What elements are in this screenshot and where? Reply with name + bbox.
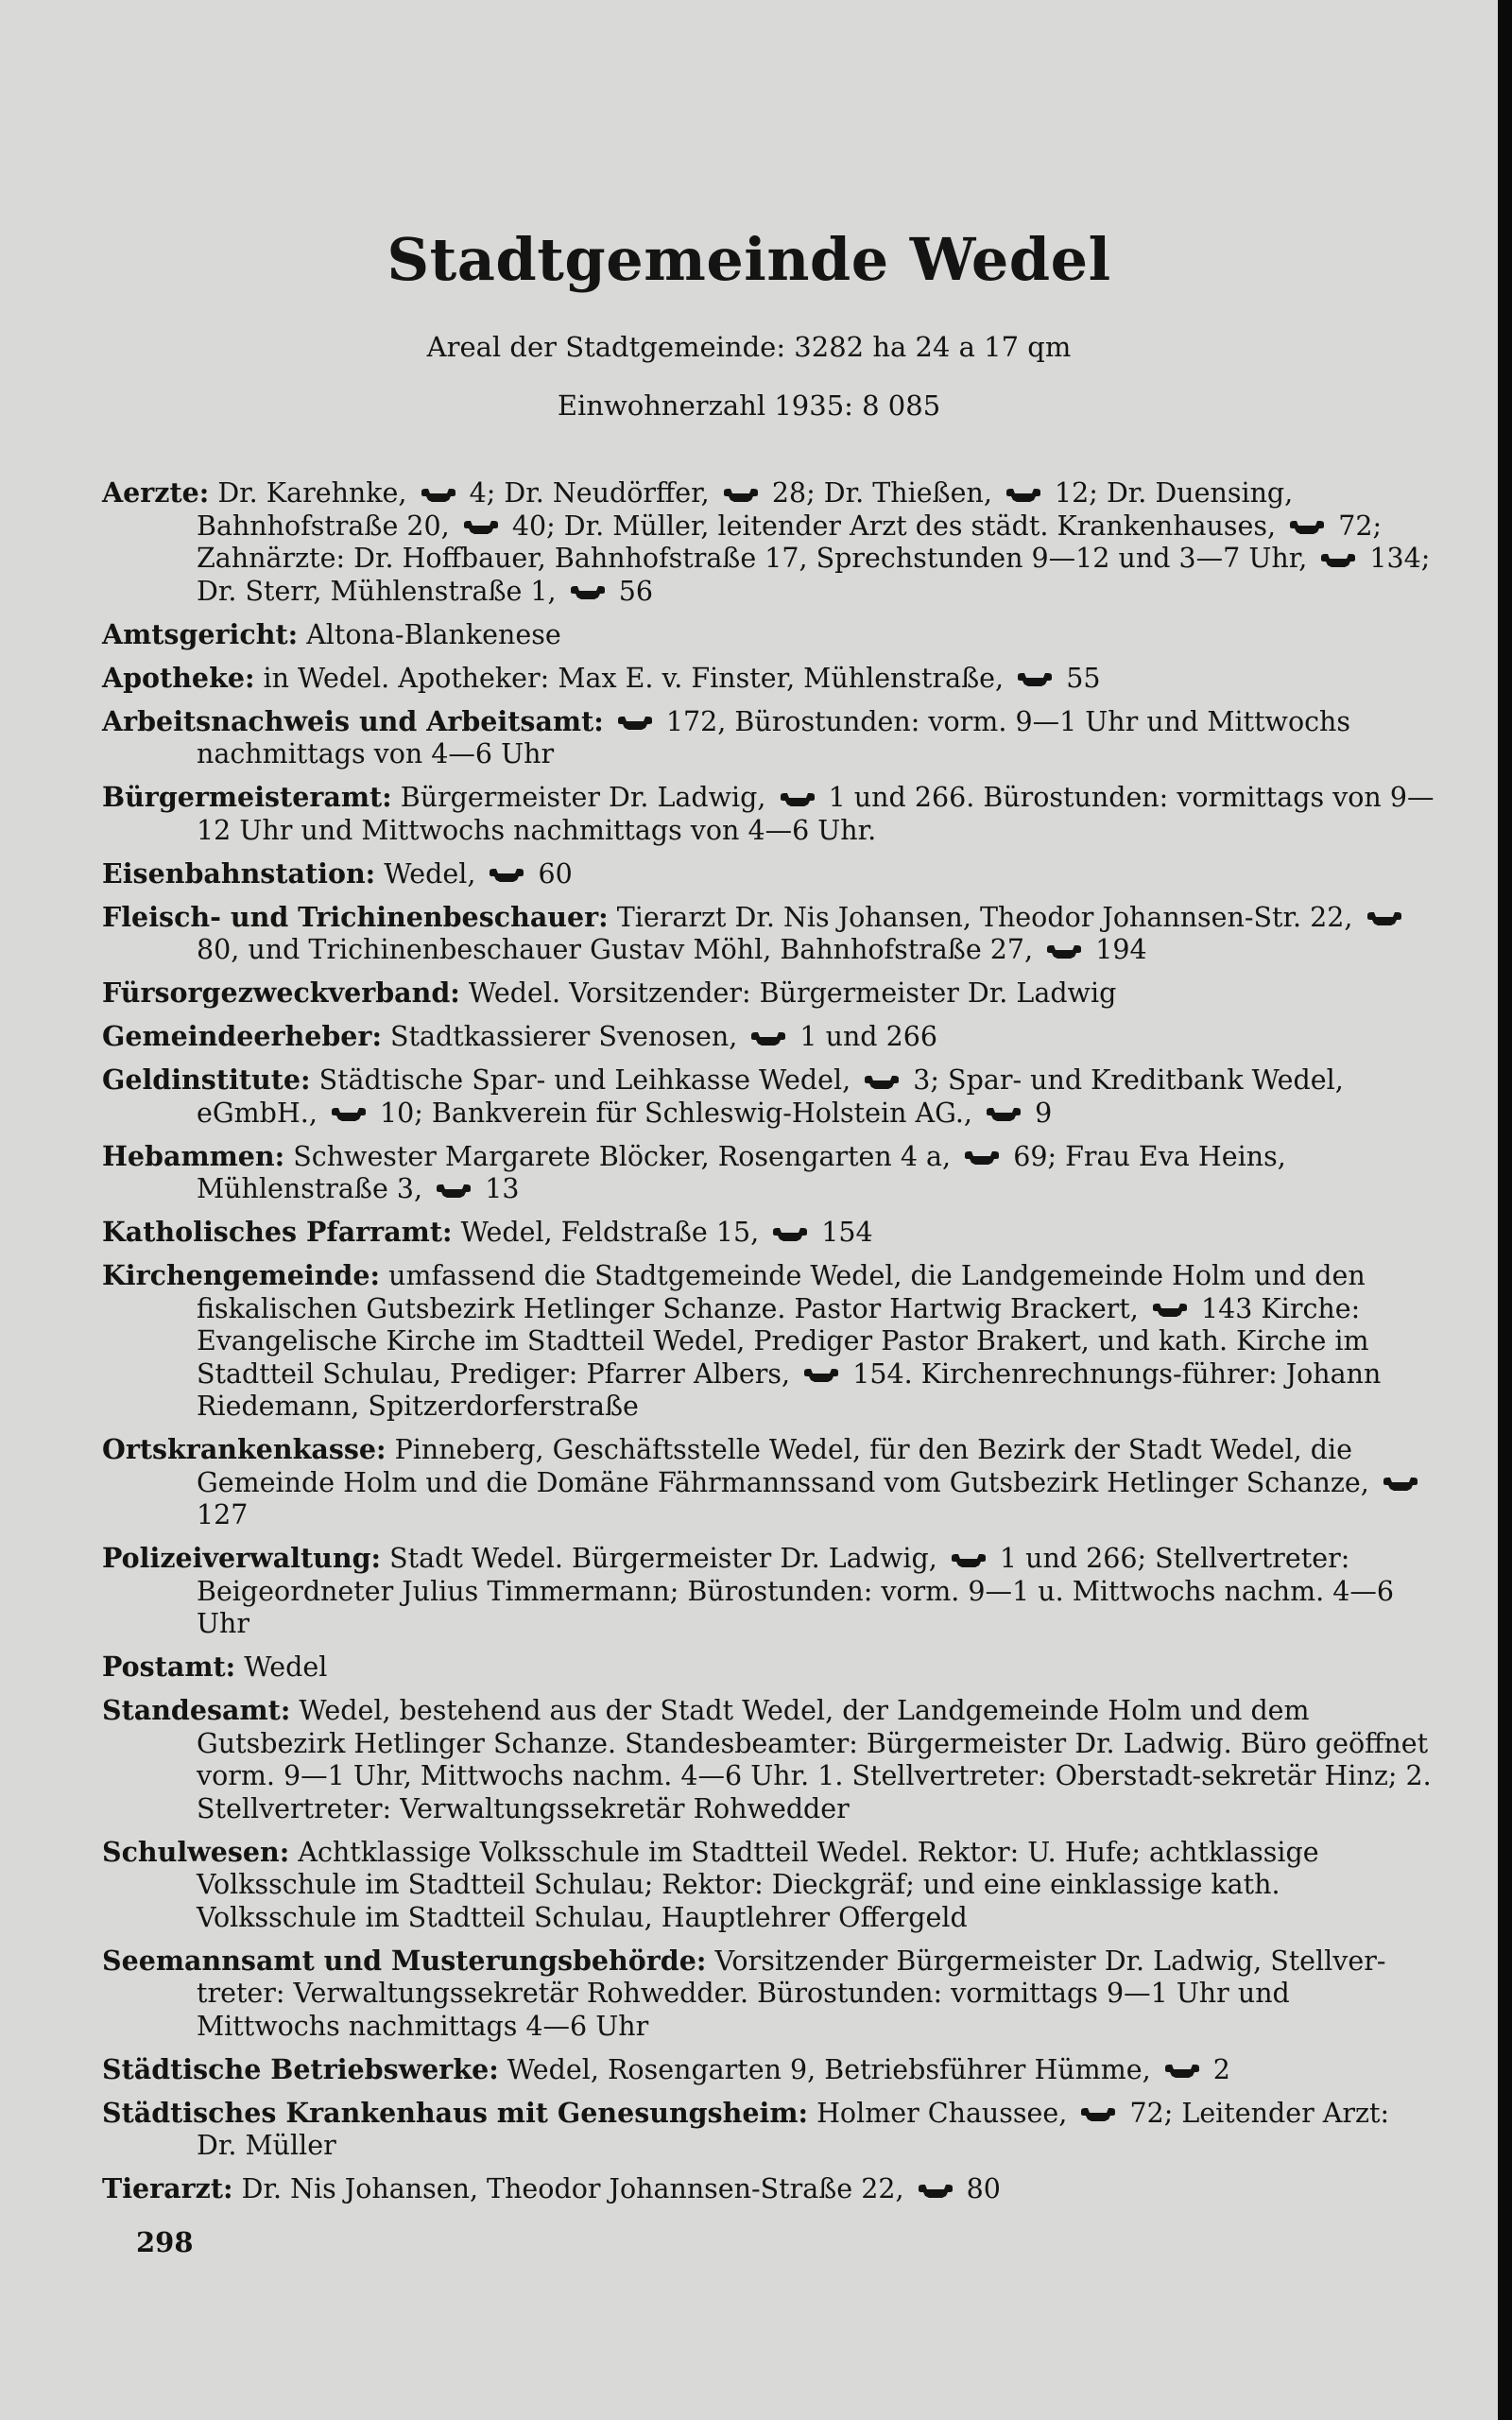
entry-text: Wedel. Vorsitzender: Bürgermeister Dr. Ladwig xyxy=(468,977,1117,1009)
directory-entry xyxy=(102,2097,1435,2163)
telephone-receiver-icon xyxy=(863,1075,901,1090)
directory-entry xyxy=(102,1020,1435,1054)
area-line: Areal der Stadtgemeinde: 3282 ha 24 a 17 qm xyxy=(426,331,1072,363)
entry-text: 143 Kirche: Evangelische Kirche im Stadtteil Wedel, Prediger Pastor Brakert, und kath. Kirche im Stadtteil Schulau, Prediger: Pfarrer Albers, xyxy=(197,1292,1369,1390)
entry-text: 127 xyxy=(197,1499,249,1530)
entry-text: 154 xyxy=(821,1217,873,1248)
entry-text: 172, Bürostunden: vorm. 9—1 Uhr und Mittwochs nachmittags von 4—6 Uhr xyxy=(197,705,1351,769)
entry-text: 4; Dr. Neudörffer, xyxy=(469,477,710,509)
entry-text: 69; Frau Eva Heins, Mühlenstraße 3, xyxy=(197,1140,1286,1204)
entry-text: 10; Bankverein für Schleswig-Holstein AG., xyxy=(380,1097,972,1129)
entry-label: Tierarzt: xyxy=(102,2172,233,2204)
entry-text: Wedel, bestehend aus der Stadt Wedel, der Landgemeinde Holm und dem Gutsbezirk Hetlinger Schanze. Standesbeamter: Bürgermeister Dr. Ladwig. Büro geöffnet vorm. 9—1 Uhr, Mittwochs nachm. 4—6 Uhr. 1. Stellvertreter: Oberstadt-sekretär Hinz; 2. Stellvertreter: Verwaltungssekretär Rohwedder xyxy=(197,1695,1432,1824)
entry-text: Holmer Chaussee, xyxy=(816,2097,1068,2129)
directory-entry xyxy=(102,618,1435,652)
entry-text: 9 xyxy=(1035,1097,1053,1129)
entry-text: 194 xyxy=(1095,934,1147,965)
telephone-receiver-icon xyxy=(950,1553,988,1568)
entry-label: Seemannsamt und Musterungsbehörde: xyxy=(102,1944,707,1977)
directory-entry xyxy=(102,857,1435,891)
entry-label: Schulwesen: xyxy=(102,1835,290,1868)
entry-label: Städtisches Krankenhaus mit Genesungsheim: xyxy=(102,2096,809,2129)
directory-entry xyxy=(102,705,1435,771)
directory-entry xyxy=(102,1259,1435,1424)
entry-label: Amtsgericht: xyxy=(102,617,299,650)
entry-label: Polizeiverwaltung: xyxy=(102,1542,382,1574)
entry-text: 1 und 266. Bürostunden: vormittags von 9—12 Uhr und Mittwochs nachmittags von 4—6 Uhr. xyxy=(197,782,1435,846)
page-number: 298 xyxy=(136,2226,194,2258)
entry-text: 72; Zahnärzte: Dr. Hoffbauer, Bahnhofstraße 17, Sprechstunden 9—12 und 3—7 Uhr, xyxy=(197,510,1383,574)
telephone-receiver-icon xyxy=(963,1150,1001,1166)
population-line: Einwohnerzahl 1935: 8 085 xyxy=(557,389,941,422)
telephone-receiver-icon xyxy=(330,1107,368,1122)
entry-label: Standesamt: xyxy=(102,1694,291,1726)
entry-label: Fleisch- und Trichinenbeschauer: xyxy=(102,900,609,933)
telephone-receiver-icon xyxy=(1151,1303,1189,1318)
entry-label: Kirchengemeinde: xyxy=(102,1259,381,1291)
telephone-receiver-icon xyxy=(569,585,607,600)
entry-label: Ortskrankenkasse: xyxy=(102,1433,387,1465)
entry-text: 56 xyxy=(618,575,654,607)
telephone-receiver-icon xyxy=(435,1184,472,1199)
directory-entry xyxy=(102,1433,1435,1532)
telephone-receiver-icon xyxy=(917,2184,954,2199)
entry-text: Tierarzt Dr. Nis Johansen, Theodor Johannsen-Str. 22, xyxy=(616,901,1353,933)
telephone-receiver-icon xyxy=(1288,520,1326,535)
entry-text: 40; Dr. Müller, leitender Arzt des städt. Krankenhauses, xyxy=(511,510,1277,542)
telephone-receiver-icon xyxy=(616,716,654,731)
directory-entry xyxy=(102,977,1435,1011)
telephone-receiver-icon xyxy=(1005,488,1042,503)
entry-text: Altona-Blankenese xyxy=(306,618,561,650)
entry-text: Dr. Karehnke, xyxy=(217,477,407,509)
entry-text: Wedel, xyxy=(384,857,476,890)
entry-text: Stadt Wedel. Bürgermeister Dr. Ladwig, xyxy=(389,1543,937,1574)
entry-text: Stadtkassierer Svenosen, xyxy=(390,1021,738,1052)
entry-text: 80, und Trichinenbeschauer Gustav Möhl, Bahnhofstraße 27, xyxy=(197,934,1034,965)
entry-text: 154. Kirchenrechnungs-führer: Johann Riedemann, Spitzerdorferstraße xyxy=(197,1357,1382,1422)
entry-text: 2 xyxy=(1212,2053,1230,2085)
directory-entry xyxy=(102,662,1435,696)
telephone-receiver-icon xyxy=(1079,2107,1117,2122)
entry-text: Dr. Nis Johansen, Theodor Johannsen-Straße 22, xyxy=(241,2173,904,2204)
telephone-receiver-icon xyxy=(462,520,500,535)
entry-label: Aerzte: xyxy=(102,476,210,509)
entry-text: umfassend die Stadtgemeinde Wedel, die Landgemeinde Holm und den fiskalischen Gutsbezirk Hetlinger Schanze. Pastor Hartwig Brackert, xyxy=(197,1260,1366,1324)
telephone-receiver-icon xyxy=(802,1368,840,1383)
entry-label: Geldinstitute: xyxy=(102,1063,311,1096)
entry-label: Katholisches Pfarramt: xyxy=(102,1216,453,1248)
telephone-receiver-icon xyxy=(1366,911,1403,926)
telephone-receiver-icon xyxy=(779,792,816,807)
entry-text: Achtklassige Volksschule im Stadtteil Wedel. Rektor: U. Hufe; achtklassige Volksschule im Stadtteil Schulau; Rektor: Dieckgräf; und eine einklassige kath. Volksschule im Stadtteil Schulau, Hauptlehrer Offergeld xyxy=(197,1836,1319,1933)
entry-label: Postamt: xyxy=(102,1651,236,1683)
directory-entry xyxy=(102,1063,1435,1130)
entry-text: 72; Leitender Arzt: Dr. Müller xyxy=(197,2097,1390,2161)
entry-label: Gemeindeerheber: xyxy=(102,1020,382,1052)
entry-text: 12; Dr. Duensing, Bahnhofstraße 20, xyxy=(197,477,1294,542)
entry-text: 80 xyxy=(966,2173,1001,2204)
entry-label: Fürsorgezweckverband: xyxy=(102,977,460,1009)
entry-text: Bürgermeister Dr. Ladwig, xyxy=(400,782,766,813)
directory-entry xyxy=(102,1651,1435,1685)
entry-label: Bürgermeisteramt: xyxy=(102,781,392,813)
telephone-receiver-icon xyxy=(1319,553,1357,568)
entry-text: Wedel xyxy=(244,1651,328,1683)
entry-text: Pinneberg, Geschäftsstelle Wedel, für den Bezirk der Stadt Wedel, die Gemeinde Holm und die Domäne Fährmannssand vom Gutsbezirk Hetlinger Schanze, xyxy=(197,1434,1369,1498)
entry-text: 13 xyxy=(485,1173,520,1204)
telephone-receiver-icon xyxy=(771,1227,809,1242)
entry-label: Eisenbahnstation: xyxy=(102,856,376,890)
entry-text: Vorsitzender Bürgermeister Dr. Ladwig, Stellver-treter: Verwaltungssekretär Rohwedder. Bürostunden: vormittags 9—1 Uhr und Mittwochs nachmittags 4—6 Uhr xyxy=(197,1945,1386,2042)
directory-entry xyxy=(102,901,1435,967)
telephone-receiver-icon xyxy=(420,488,457,503)
directory-entry xyxy=(102,1216,1435,1250)
entry-text: 3; Spar- und Kreditbank Wedel, eGmbH., xyxy=(197,1064,1344,1129)
directory-entry xyxy=(102,1836,1435,1935)
telephone-receiver-icon xyxy=(749,1031,787,1046)
directory-entry xyxy=(102,2172,1435,2206)
entry-text: Städtische Spar- und Leihkasse Wedel, xyxy=(318,1064,851,1096)
directory-entry xyxy=(102,1542,1435,1641)
directory-entry xyxy=(102,476,1435,608)
telephone-receiver-icon xyxy=(488,868,525,883)
directory-entry xyxy=(102,2053,1435,2087)
entry-text: 1 und 266 xyxy=(799,1021,938,1052)
entry-text: Wedel, Feldstraße 15, xyxy=(460,1217,760,1248)
telephone-receiver-icon xyxy=(985,1107,1022,1122)
entry-text: 60 xyxy=(538,857,573,890)
entry-text: 134; Dr. Sterr, Mühlenstraße 1, xyxy=(197,543,1431,607)
telephone-receiver-icon xyxy=(722,488,760,503)
entry-text: in Wedel. Apotheker: Max E. v. Finster, Mühlenstraße, xyxy=(263,662,1005,694)
entry-text: 55 xyxy=(1066,662,1101,694)
entry-text: Schwester Margarete Blöcker, Rosengarten 4 a, xyxy=(293,1140,952,1172)
telephone-receiver-icon xyxy=(1045,944,1083,959)
page-title: Stadtgemeinde Wedel xyxy=(387,225,1111,294)
directory-entry xyxy=(102,1945,1435,2044)
telephone-receiver-icon xyxy=(1016,672,1054,687)
telephone-receiver-icon xyxy=(1163,2064,1201,2079)
entry-label: Städtische Betriebswerke: xyxy=(102,2052,499,2085)
telephone-receiver-icon xyxy=(1382,1477,1419,1492)
entry-label: Apotheke: xyxy=(102,661,255,694)
entry-text: 28; Dr. Thießen, xyxy=(771,477,992,509)
directory-entries xyxy=(102,476,1435,2216)
entry-label: Arbeitsnachweis und Arbeitsamt: xyxy=(102,704,604,737)
directory-entry xyxy=(102,781,1435,847)
entry-label: Hebammen: xyxy=(102,1139,285,1172)
entry-text: Wedel, Rosengarten 9, Betriebsführer Hümme, xyxy=(507,2053,1151,2085)
entry-text: 1 und 266; Stellvertreter: Beigeordneter Julius Timmermann; Bürostunden: vorm. 9—1 u. Mittwochs nachm. 4—6 Uhr xyxy=(197,1543,1395,1639)
directory-entry xyxy=(102,1140,1435,1206)
directory-entry xyxy=(102,1694,1435,1825)
